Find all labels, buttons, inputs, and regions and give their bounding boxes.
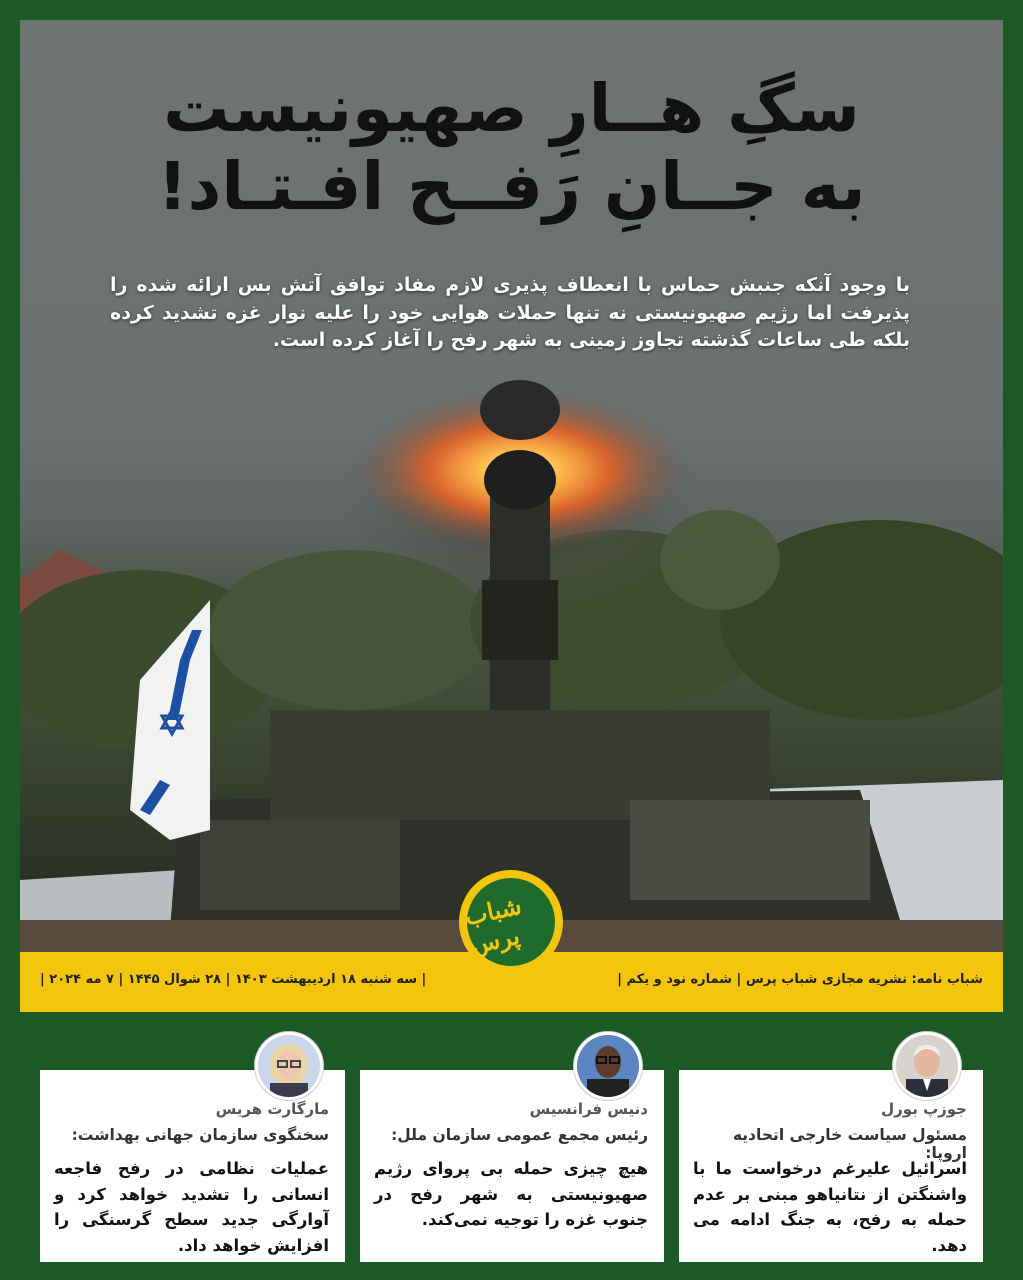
avatar-francis	[574, 1032, 642, 1100]
quote-text: عملیات نظامی در رفح فاجعه انسانی را تشدید خواهد کرد و آوارگی جدید سطح گرسنگی را افزایش خواهد داد.	[54, 1159, 329, 1255]
logo-badge	[459, 870, 563, 974]
quote-card-harris	[40, 1070, 345, 1262]
quote-text: هیچ چیزی حمله بی پروای رژیم صهیونیستی به شهر رفح در جنوب غزه را توجیه نمی‌کند.	[374, 1159, 648, 1230]
headline-line-2: به جــانِ رَفــح افـتـاد!	[157, 147, 866, 225]
shabab-press-logo-icon	[461, 876, 557, 968]
card-divider	[676, 1078, 678, 1258]
quote-role: سخنگوی سازمان جهانی بهداشت:	[71, 1126, 329, 1144]
quote-name: مارگارت هریس	[215, 1100, 329, 1118]
headline	[20, 70, 1003, 226]
portrait-woman-blonde-icon	[258, 1035, 320, 1097]
quote-name: دنیس فرانسیس	[529, 1100, 648, 1118]
card-divider	[346, 1078, 348, 1258]
quote-role: رئیس مجمع عمومی سازمان ملل:	[391, 1126, 648, 1144]
logo-text: شباب پرس	[461, 890, 524, 960]
quote-text: اسرائیل علیرغم درخواست ما با واشنگتن از نتانیاهو مبنی بر عدم حمله به رفح، به جنگ ادامه می دهد.	[693, 1159, 967, 1255]
portrait-man-glasses-icon	[577, 1035, 639, 1097]
date-info: | سه شنبه ۱۸ اردیبهشت ۱۴۰۳ | ۲۸ شوال ۱۴۴۵ | ۷ مه ۲۰۲۴ |	[40, 972, 427, 987]
quote-role: مسئول سیاست خارجی اتحادیه اروپا:	[732, 1126, 967, 1162]
avatar-harris	[255, 1032, 323, 1100]
headline-line-1: سگِ هــارِ صهیونیست	[163, 70, 860, 147]
quote-name: جوزپ بورل	[881, 1100, 967, 1118]
portrait-man-white-hair-icon	[896, 1035, 958, 1097]
quote-card-borrell	[679, 1070, 983, 1262]
lead-paragraph: با وجود آنکه جنبش حماس با انعطاف پذیری لازم مفاد توافق آتش بس ارائه شده را پذیرفت اما رژیم صهیونیستی نه تنها حملات هوایی خود را علیه نوار غزه تشدید کرده بلکه طی ساعات گذشته تجاوز زمینی به شهر رفح را آغاز کرده است.	[110, 274, 910, 352]
quote-card-francis	[360, 1070, 664, 1262]
avatar-borrell	[893, 1032, 961, 1100]
publication-info: شباب نامه: نشریه مجازی شباب پرس | شماره نود و یکم |	[617, 972, 983, 987]
